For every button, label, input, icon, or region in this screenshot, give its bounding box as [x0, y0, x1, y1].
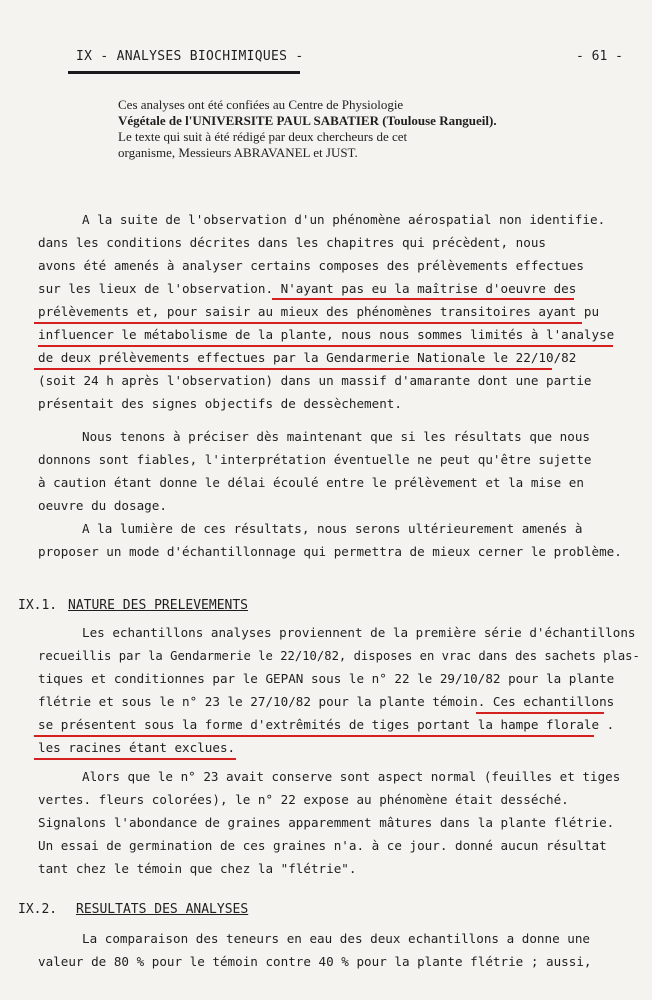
red-underline [34, 758, 236, 760]
s1-p1-line-1: Les echantillons analyses proviennent de la première série d'échantillons [82, 625, 636, 640]
p1-line-2: dans les conditions décrites dans les chapitres qui précèdent, nous [38, 235, 546, 250]
red-underline [34, 322, 582, 324]
s2-p1-line-2: valeur de 80 % pour le témoin contre 40 % pour la plante flétrie ; aussi, [38, 954, 592, 969]
s2-p1-line-1: La comparaison des teneurs en eau des deux echantillons a donne une [82, 931, 590, 946]
s1-p2-line-5: tant chez le témoin que chez la "flétrie". [38, 861, 357, 876]
p3-line-2: proposer un mode d'échantillonnage qui permettra de mieux cerner le problème. [38, 544, 622, 559]
p1-line-4: sur les lieux de l'observation. N'ayant pas eu la maîtrise d'oeuvre des [38, 281, 577, 296]
red-underline [476, 712, 604, 714]
p1-line-9: présentait des signes objectifs de dessèchement. [38, 396, 402, 411]
red-underline [34, 735, 594, 737]
p1-line-6: influencer le métabolisme de la plante, nous nous sommes limités à l'analyse [38, 327, 615, 342]
section-1-number: IX.1. [18, 598, 58, 613]
p1-line-1: A la suite de l'observation d'un phénomène aérospatial non identifie. [82, 212, 606, 227]
bleed-through-mark [470, 150, 477, 163]
red-underline [38, 345, 613, 347]
s1-p2-line-2: vertes. fleurs colorées), le n° 22 expose au phénomène était desséché. [38, 792, 569, 807]
s1-p1-line-5: se présentent sous la forme d'extrêmités de tiges portant la hampe florale . [38, 717, 615, 732]
s1-p1-line-3: tiques et conditionnes par le GEPAN sous le n° 22 le 29/10/82 pour la plante [38, 671, 615, 686]
p1-line-8: (soit 24 h après l'observation) dans un massif d'amarante dont une partie [38, 373, 592, 388]
intro-line-4: organisme, Messieurs ABRAVANEL et JUST. [118, 145, 358, 160]
red-underline [34, 368, 552, 370]
s1-p2-line-3: Signalons l'abondance de graines apparemment mâtures dans la plante flétrie. [38, 815, 615, 830]
p1-line-3: avons été amenés à analyser certains composes des prélèvements effectues [38, 258, 584, 273]
s1-p1-line-4: flétrie et sous le n° 23 le 27/10/82 pour la plante témoin. Ces echantillons [38, 694, 615, 709]
p2-line-1: Nous tenons à préciser dès maintenant que si les résultats que nous [82, 429, 590, 444]
p3-line-1: A la lumière de ces résultats, nous serons ultérieurement amenés à [82, 521, 583, 536]
p1-line-7: de deux prélèvements effectues par la Gendarmerie Nationale le 22/10/82 [38, 350, 577, 365]
s1-p2-line-1: Alors que le n° 23 avait conserve sont aspect normal (feuilles et tiges [82, 769, 621, 784]
chapter-title-underline [68, 71, 300, 74]
section-2-title: RESULTATS DES ANALYSES [76, 902, 249, 917]
p1-line-5: prélèvements et, pour saisir au mieux des phénomènes transitoires ayant pu [38, 304, 600, 319]
s1-p1-line-2: recueillis par la Gendarmerie le 22/10/82, disposes en vrac dans des sachets plas- [38, 648, 640, 663]
intro-line-3: Le texte qui suit à été rédigé par deux chercheurs de cet [118, 129, 408, 144]
page-number: - 61 - [576, 49, 623, 64]
chapter-title: IX - ANALYSES BIOCHIMIQUES - [76, 49, 304, 64]
intro-line-1: Ces analyses ont été confiées au Centre de Physiologie [118, 97, 404, 112]
p2-line-3: à caution étant donne le délai écoulé entre le prélèvement et la mise en [38, 475, 584, 490]
p2-line-4: oeuvre du dosage. [38, 498, 167, 513]
section-2-number: IX.2. [18, 902, 58, 917]
section-1-title: NATURE DES PRELEVEMENTS [68, 598, 249, 613]
intro-line-2: Végétale de l'UNIVERSITE PAUL SABATIER (Toulouse Rangueil). [118, 113, 497, 128]
red-underline [272, 298, 574, 300]
s1-p2-line-4: Un essai de germination de ces graines n'a. à ce jour. donné aucun résultat [38, 838, 607, 853]
s1-p1-line-6: les racines étant exclues. [38, 740, 236, 755]
p2-line-2: donnons sont fiables, l'interprétation éventuelle ne peut qu'être sujette [38, 452, 592, 467]
